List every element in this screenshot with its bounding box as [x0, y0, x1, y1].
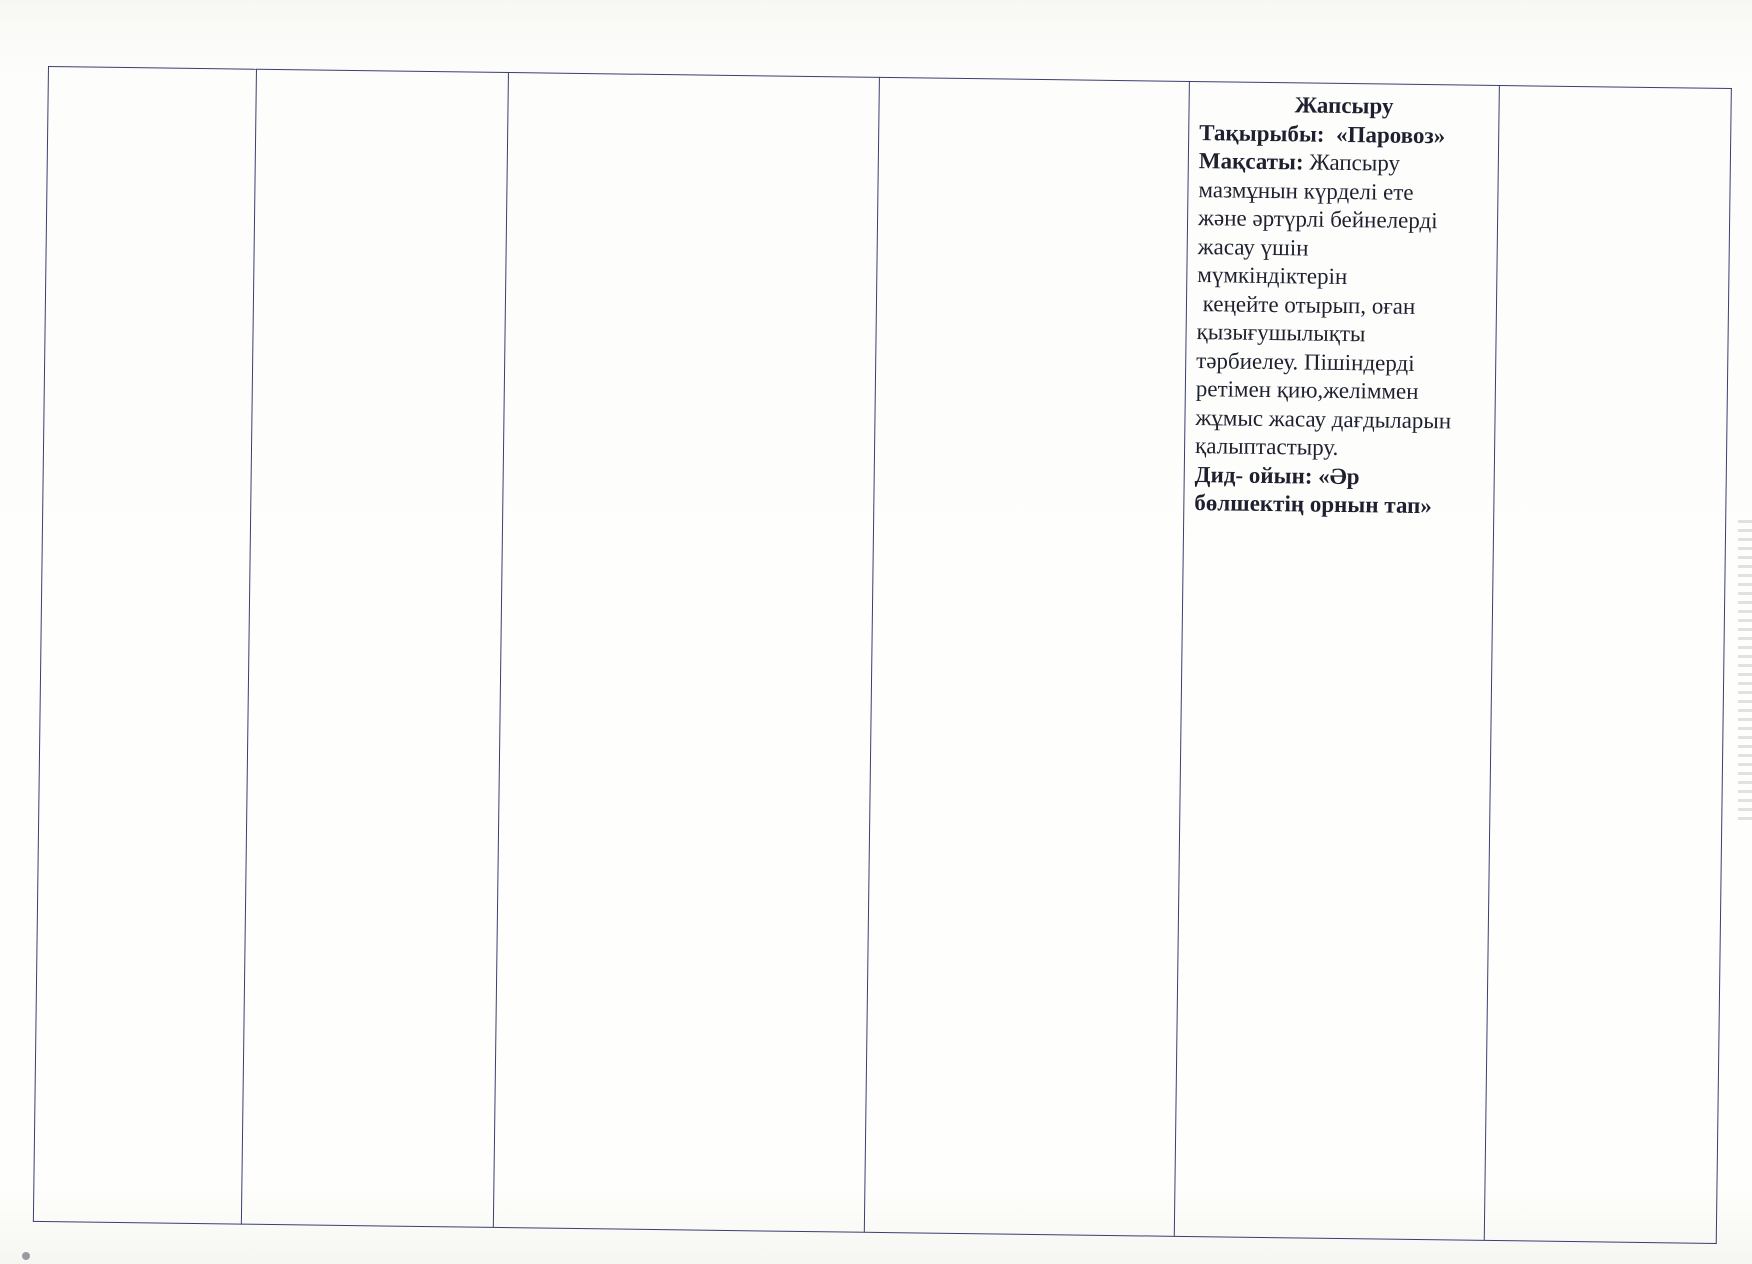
- table-cell-col-1: [33, 67, 256, 1225]
- goal-line: тәрбиелеу. Пішіндерді: [1196, 347, 1415, 376]
- goal-text: Жапсыру: [1309, 149, 1401, 176]
- table-cell-col-3: [493, 73, 879, 1233]
- goal-line: мүмкіндіктерін: [1197, 262, 1348, 290]
- goal-line: ретімен қию,желіммен: [1195, 376, 1419, 404]
- goal-line: жұмыс жасау дағдыларын: [1195, 404, 1452, 433]
- topic-value: «Паровоз»: [1335, 121, 1446, 148]
- didactic-game-line: бөлшектің орнын тап»: [1194, 490, 1433, 519]
- goal-line: және әртүрлі бейнелерді: [1197, 205, 1438, 234]
- topic-label: Тақырыбы:: [1199, 119, 1325, 147]
- table-cell-col-5: [1174, 81, 1499, 1240]
- lesson-plan-table: [33, 66, 1732, 1244]
- goal-label: Мақсаты:: [1198, 148, 1304, 175]
- goal-line: мазмұнын күрделі ете: [1198, 176, 1414, 205]
- activity-heading: Жапсыру: [1294, 92, 1394, 119]
- goal-line: кеңейте отырып, оған: [1196, 290, 1416, 319]
- table-cell-col-2: [241, 69, 508, 1227]
- goal-line: жасау үшін: [1197, 233, 1309, 261]
- table-cell-col-6: [1484, 85, 1731, 1243]
- lesson-activity-content: [1184, 82, 1499, 522]
- goal-line: қызығушылықты: [1196, 319, 1366, 347]
- scan-edge-artifact: [1738, 520, 1752, 820]
- goal-line: қалыптастыру.: [1194, 433, 1339, 460]
- didactic-game-line: Дид- ойын: «Әр: [1194, 461, 1360, 489]
- goal-line-1: [1199, 147, 1488, 179]
- topic-line: [1199, 119, 1488, 151]
- table-cell-col-4: [864, 77, 1189, 1236]
- lesson-plan-table-wrapper: [33, 66, 1731, 1244]
- scan-dot-artifact: [22, 1252, 30, 1260]
